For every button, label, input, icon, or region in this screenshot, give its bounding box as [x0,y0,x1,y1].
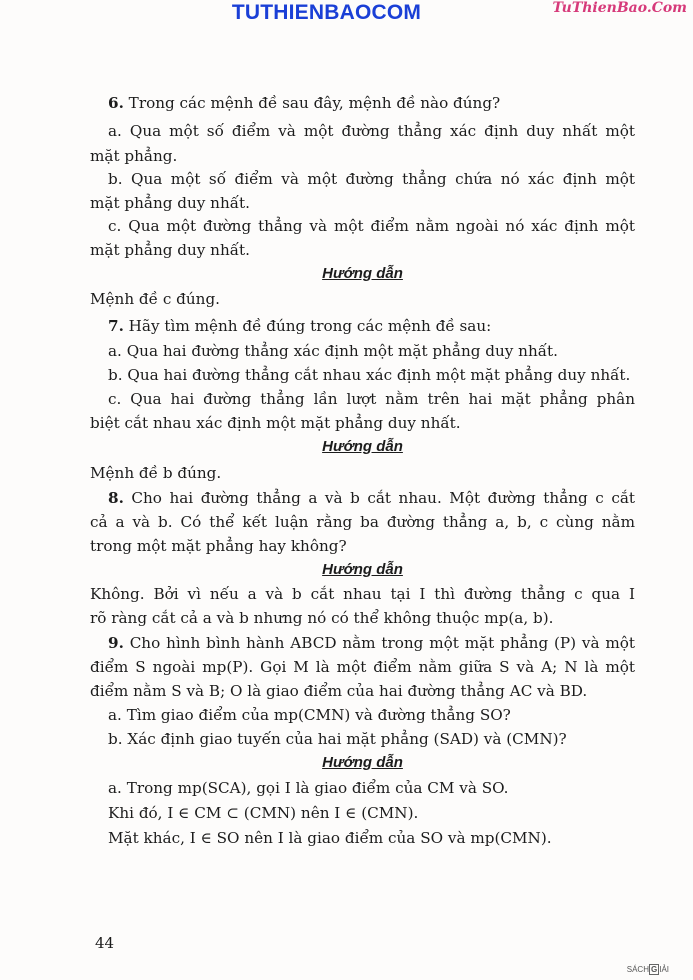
q9-prompt-line3: điểm nằm S và B; O là giao điểm của hai đường thẳng AC và BD. [90,682,588,700]
q8-prompt-line1 [108,488,635,508]
q9-solution-line1: a. Trong mp(SCA), gọi I là giao điểm của CM và SO. [108,779,509,797]
q7-number: 7. [108,317,124,335]
q8-answer-line2: rõ ràng cắt cả a và b nhưng nó có thể không thuộc mp(a, b). [90,609,554,627]
brand-right: IẢI [659,965,669,974]
q6-guide-heading: Hướng dẫn [322,265,403,282]
brand-logo [627,965,669,974]
watermark-left: TUTHIENBAOCOM [231,1,422,24]
q7-answer: Mệnh đề b đúng. [90,464,222,482]
q9-prompt-line2: điểm S ngoài mp(P). Gọi M là một điểm nằm giữa S và A; N là một [90,658,635,676]
q8-prompt-line2: cả a và b. Có thể kết luận rằng ba đường thẳng a, b, c cùng nằm [90,513,635,531]
q9-prompt-line1 [108,633,635,653]
watermark-right: TuThienBao.Com [552,0,687,16]
q6-text: Trong các mệnh đề sau đây, mệnh đề nào đúng? [123,94,501,112]
q7-text: Hãy tìm mệnh đề đúng trong các mệnh đề sau: [123,317,492,335]
q6-option-b-line1: b. Qua một số điểm và một đường thẳng chứa nó xác định một [108,170,635,188]
q8-guide-heading: Hướng dẫn [322,561,403,578]
q6-option-a-line2: mặt phẳng. [90,147,178,165]
q7-option-b: b. Qua hai đường thẳng cắt nhau xác định một mặt phẳng duy nhất. [108,366,631,384]
q6-option-c-line2: mặt phẳng duy nhất. [90,241,250,259]
q9-solution-line3: Mặt khác, I ∈ SO nên I là giao điểm của SO và mp(CMN). [108,829,552,847]
q6-number: 6. [108,94,124,112]
q6-option-b-line2: mặt phẳng duy nhất. [90,194,250,212]
q8-answer-line1: Không. Bởi vì nếu a và b cắt nhau tại I thì đường thẳng c qua I [90,585,635,603]
q6-option-c-line1: c. Qua một đường thẳng và một điểm nằm ngoài nó xác định một [108,217,635,235]
q7-prompt [108,316,635,336]
q8-number: 8. [108,489,124,507]
q7-option-c-line2: biệt cắt nhau xác định một mặt phẳng duy nhất. [90,414,461,432]
q7-guide-heading: Hướng dẫn [322,438,403,455]
q9-option-a: a. Tìm giao điểm của mp(CMN) và đường thẳng SO? [108,706,511,724]
q6-answer: Mệnh đề c đúng. [90,290,220,308]
page-number: 44 [95,934,115,952]
brand-left: SÁCH [626,965,649,974]
q9-option-b: b. Xác định giao tuyến của hai mặt phẳng (SAD) và (CMN)? [108,730,567,748]
q7-option-c-line1: c. Qua hai đường thẳng lần lượt nằm trên hai mặt phẳng phân [108,390,635,408]
q8-prompt-line3: trong một mặt phẳng hay không? [90,537,347,555]
q9-guide-heading: Hướng dẫn [322,754,403,771]
brand-box: G [650,965,658,974]
q7-option-a: a. Qua hai đường thẳng xác định một mặt phẳng duy nhất. [108,342,558,360]
q6-option-a-line1: a. Qua một số điểm và một đường thẳng xác định duy nhất một [108,122,635,140]
q6-prompt [108,93,635,113]
q9-text-line1: Cho hình bình hành ABCD nằm trong một mặt phẳng (P) và một [123,634,635,652]
q8-text-line1: Cho hai đường thẳng a và b cắt nhau. Một đường thẳng c cắt [123,489,635,507]
q9-number: 9. [108,634,124,652]
q9-solution-line2: Khi đó, I ∈ CM ⊂ (CMN) nên I ∈ (CMN). [108,804,419,822]
